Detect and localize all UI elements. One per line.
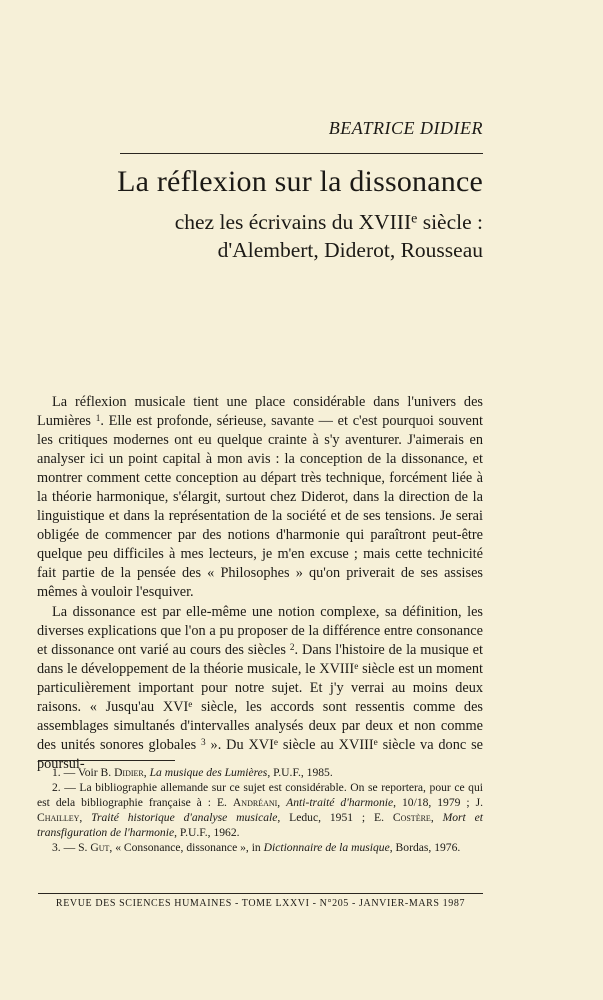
article-title: La réflexion sur la dissonance (117, 165, 483, 198)
article-subtitle-line-2: d'Alembert, Diderot, Rousseau (217, 238, 483, 262)
footnotes (37, 766, 483, 855)
footnote-rule (38, 760, 175, 761)
article-author: BEATRICE DIDIER (328, 118, 483, 138)
footnote-2: 2. — La bibliographie allemande sur ce sujet est considérable. On se reportera, pour ce qui est dela bibliographie française à : E. Andréani, Anti-traité d'harmonie, 10/18, 1979 ; J. Chailley, Traité historique d'analyse musicale, Leduc, 1951 ; E. Costère, Mort et transfiguration de l'harmonie, P.U.F., 1962. (37, 780, 484, 839)
journal-footer: REVUE DES SCIENCES HUMAINES - TOME LXXVI - N°205 - JANVIER-MARS 1987 (55, 898, 466, 909)
body-paragraph-1: La réflexion musicale tient une place considérable dans l'univers des Lumières $^1$. Elle est profonde, sérieuse, savante — et c'est pourquoi souvent les critiques modernes ont eu quelque crainte à s'y aventurer. J'aimerais en analyser ici un point capital à mon avis : la conception de la dissonance, et montrer comment cette conception au départ très technique, forcément liée à la théorie harmonique, s'élargit, surtout chez Diderot, dans la direction de la linguistique et dans la représentation de la société et de ses tensions. Je serai obligée de commencer par des notions d'harmonie qui paraîtront peut-être quelque peu difficiles à mes lecteurs, je m'en excuse ; mais cette technicité fait partie de la pensée des « Philosophes » qu'on priverait de ses assises mêmes à vouloir l'esquiver. (37, 394, 483, 601)
body-paragraph-2: La dissonance est par elle-même une notion complexe, sa définition, les diverses explications que l'on a pu proposer de la différence entre consonance et dissonance ont varié au cours des siècles $^2$. Dans l'histoire de la musique et dans le développement de la théorie musicale, le XVIIIe siècle est un moment particulièrement important pour notre sujet. Et j'y verrai au moins deux raisons. « Jusqu'au XVIe siècle, les accords sont ressentis comme des assemblages simultanés d'intervalles analysés deux par deux et non comme des unités sonores globales $^3$ ». Du XVIe siècle au XVIIIe siècle va donc se poursui- (37, 603, 483, 772)
article-subtitle-line-1: chez les écrivains du XVIIIe siècle : (174, 210, 483, 234)
footnote-1: 1. — Voir B. Didier, La musique des Lumières, P.U.F., 1985. (52, 766, 333, 779)
header-rule (120, 153, 483, 154)
footer-rule (38, 893, 483, 894)
footnote-3: 3. — S. Gut, « Consonance, dissonance », in Dictionnaire de la musique, Bordas, 1976. (52, 840, 461, 854)
article-body (37, 393, 483, 774)
